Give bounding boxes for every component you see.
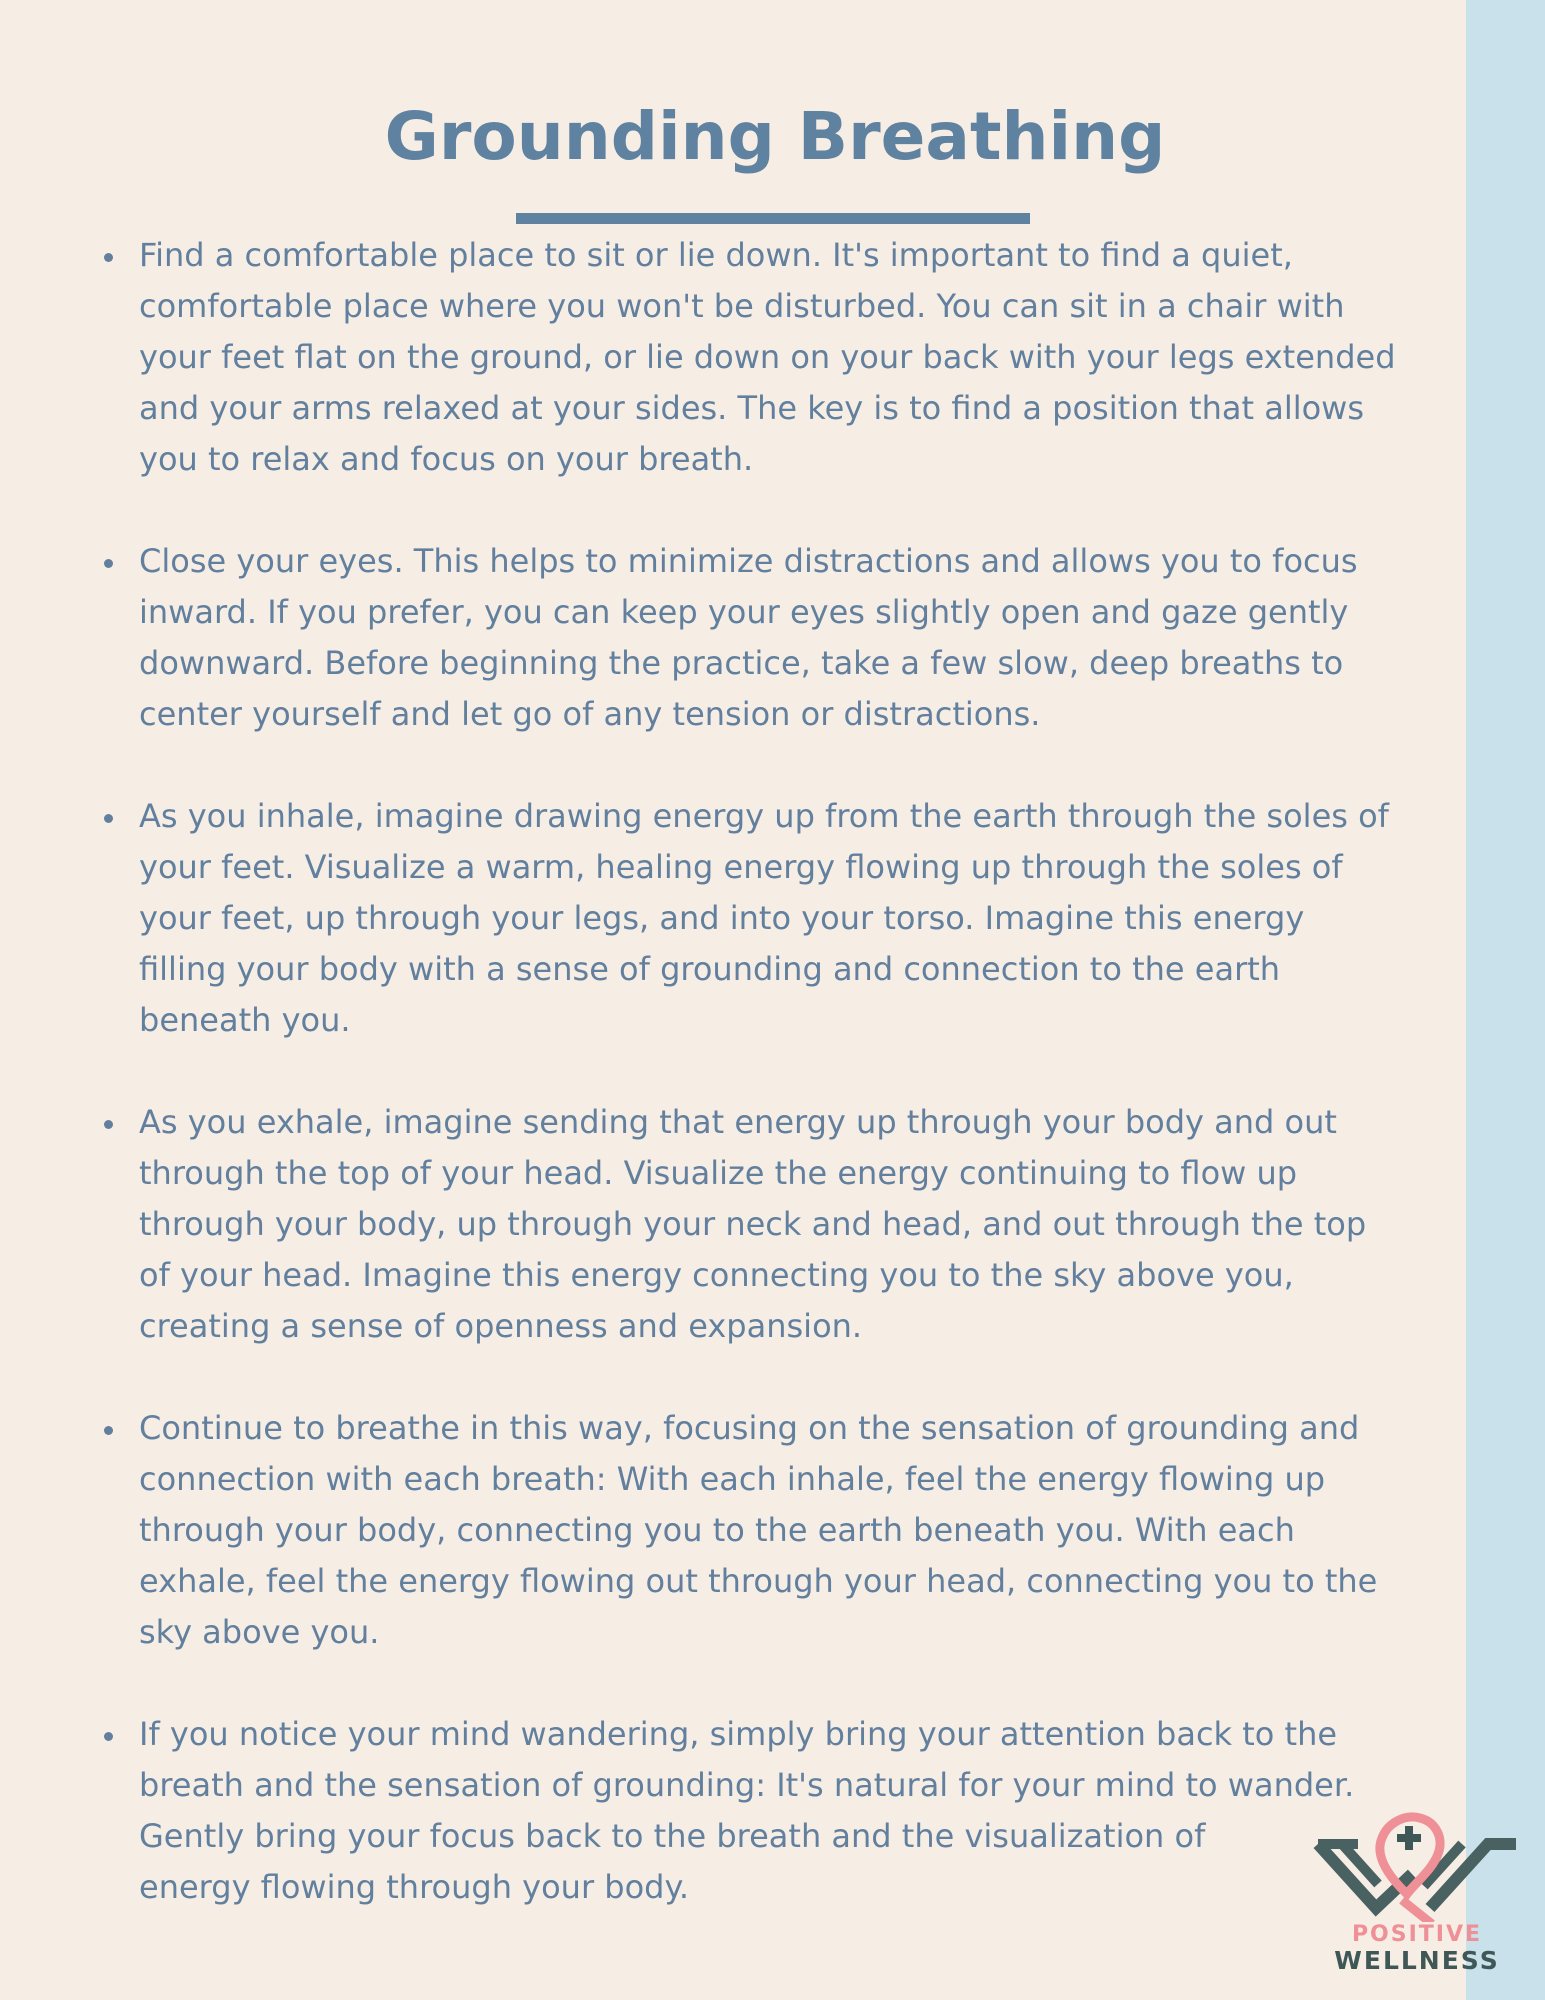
page-title: Grounding Breathing bbox=[384, 98, 1166, 175]
list-item-text: If you notice your mind wandering, simply bring your attention back to the breath and the sensation of grounding: It's natural for your mind to wander. Gently bring your focus back to the breath and the visualization of energy flowing through your body. bbox=[139, 1715, 1355, 1906]
logo-text-positive: POSITIVE bbox=[1351, 1922, 1483, 1947]
list-item-text: Close your eyes. This helps to minimize distractions and allows you to focus inward. If you prefer, you can keep your eyes slightly open and gaze gently downward. Before beginning the practice, take a few slow, deep breaths to center yourself and let go of any tension or distractions. bbox=[139, 542, 1358, 733]
list-item bbox=[100, 536, 1430, 740]
list-item bbox=[100, 230, 1430, 485]
list-item-text: Continue to breathe in this way, focusing on the sensation of grounding and connection with each breath: With each inhale, feel the energy flowing up through your body, connecting you to the earth beneath you. With each exhale, feel the energy flowing out through your head, connecting you to the sky above you. bbox=[139, 1409, 1378, 1651]
list-item-text: As you exhale, imagine sending that energy up through your body and out through the top of your head. Visualize the energy continuing to flow up through your body, up through your neck and head, and out through the top of your head. Imagine this energy connecting you to the sky above you, creating a sense of openness and expansion. bbox=[139, 1103, 1367, 1345]
list-item bbox=[100, 1709, 1430, 1913]
bullet-icon bbox=[104, 814, 113, 823]
title-underline bbox=[516, 213, 1030, 224]
bullet-icon bbox=[104, 1120, 113, 1129]
bullet-icon bbox=[104, 253, 113, 262]
bullet-icon bbox=[104, 1732, 113, 1741]
instruction-list bbox=[100, 230, 1430, 1964]
list-item-text: Find a comfortable place to sit or lie down. It's important to find a quiet, comfortable place where you won't be disturbed. You can sit in a chair with your feet flat on the ground, or lie down on your back with your legs extended and your arms relaxed at your sides. The key is to find a position that allows you to relax and focus on your breath. bbox=[139, 236, 1396, 478]
positive-wellness-logo bbox=[1312, 1800, 1522, 1978]
list-item bbox=[100, 791, 1430, 1046]
list-item bbox=[100, 1097, 1430, 1352]
list-item bbox=[100, 1403, 1430, 1658]
side-stripe bbox=[1466, 0, 1545, 2000]
bullet-icon bbox=[104, 559, 113, 568]
bullet-icon bbox=[104, 1426, 113, 1435]
list-item-text: As you inhale, imagine drawing energy up from the earth through the soles of your feet. Visualize a warm, healing energy flowing up through the soles of your feet, up through your legs, and into your torso. Imagine this energy filling your body with a sense of grounding and connection to the earth beneath you. bbox=[139, 797, 1389, 1039]
logo-text-wellness: WELLNESS bbox=[1334, 1946, 1500, 1975]
positive-wellness-logo-icon bbox=[1312, 1800, 1522, 1922]
